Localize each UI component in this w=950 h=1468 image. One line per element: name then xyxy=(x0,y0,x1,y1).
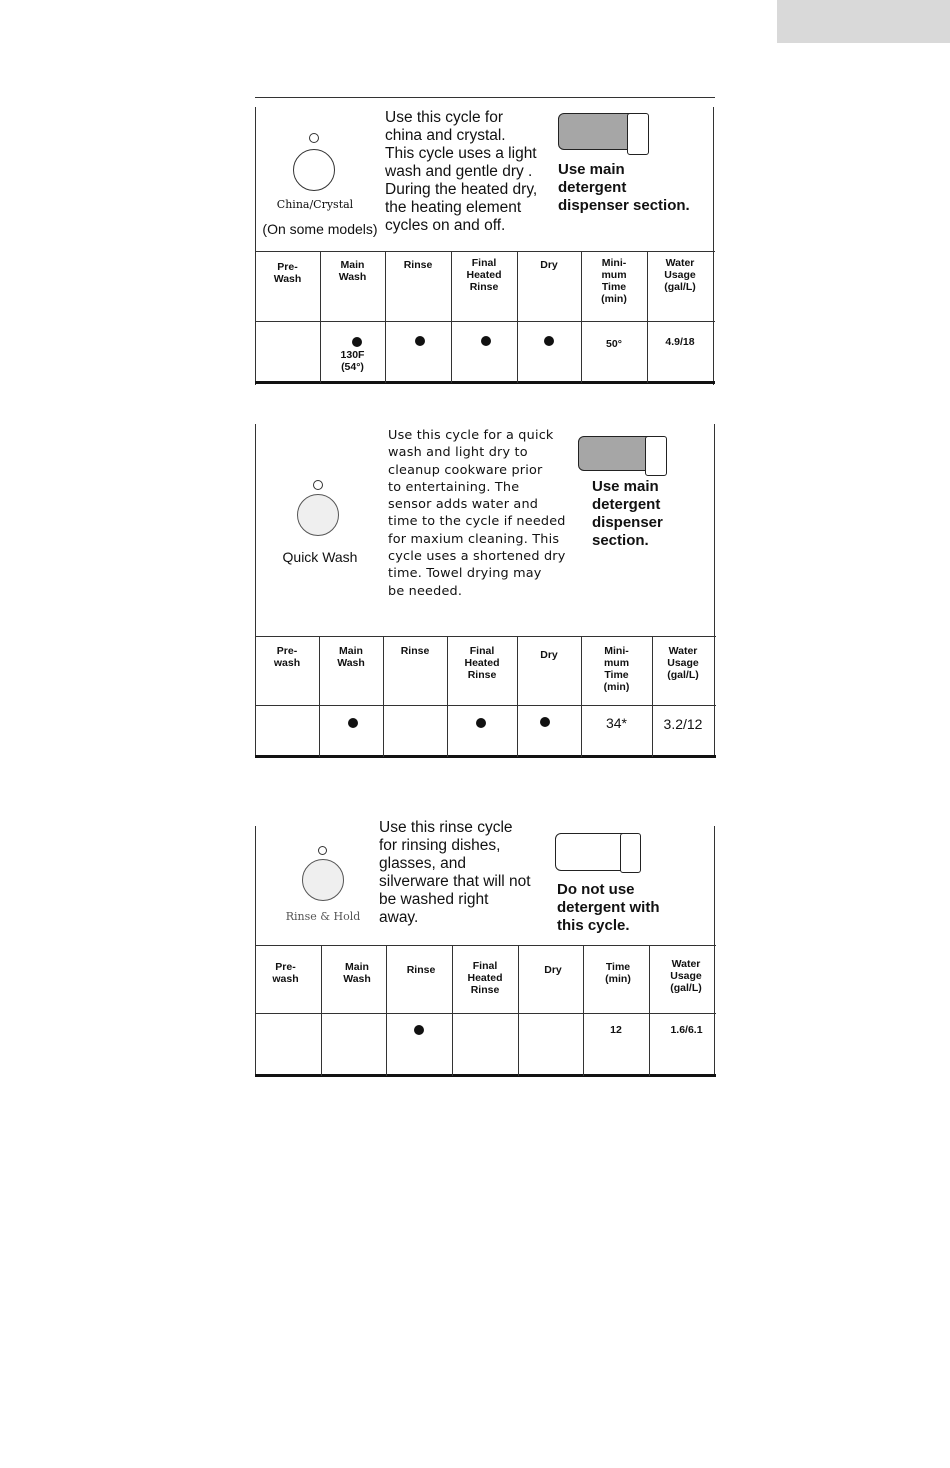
min-time-value: 34* xyxy=(605,715,628,731)
header-prewash: Pre- Wash xyxy=(273,261,302,285)
indicator-light-icon xyxy=(309,133,319,143)
detergent-note: Use main detergent dispenser section. xyxy=(558,161,690,214)
time-value: 12 xyxy=(610,1024,622,1036)
header-minimum-time: Mini- mum Time (min) xyxy=(601,257,627,305)
quick-wash-knob-icon xyxy=(297,494,339,536)
header-final-heated-rinse: Final Heated Rinse xyxy=(466,257,502,293)
rinse-dot xyxy=(414,1025,424,1035)
min-time-value: 50° xyxy=(606,338,622,350)
header-main-wash: Main Wash xyxy=(338,259,367,283)
knob-label: China/Crystal xyxy=(276,198,354,211)
page-corner-tab xyxy=(777,0,950,43)
dry-dot xyxy=(544,336,554,346)
water-usage-value: 4.9/18 xyxy=(665,336,695,348)
indicator-light-icon xyxy=(318,846,327,855)
header-final-heated-rinse: Final Heated Rinse xyxy=(467,960,503,996)
model-note: (On some models) xyxy=(262,221,378,237)
water-usage-value: 3.2/12 xyxy=(663,716,703,732)
header-rinse: Rinse xyxy=(403,259,433,271)
header-minimum-time: Mini- mum Time (min) xyxy=(603,645,630,693)
knob-label: Quick Wash xyxy=(282,549,358,565)
header-water-usage: Water Usage (gal/L) xyxy=(664,257,696,293)
header-main-wash: Main Wash xyxy=(337,645,365,669)
rinse-hold-knob-icon xyxy=(302,859,344,901)
main-wash-dot xyxy=(352,337,362,347)
knob-label: Rinse & Hold xyxy=(285,910,361,923)
header-main-wash: Main Wash xyxy=(343,961,371,985)
dry-dot xyxy=(540,717,550,727)
header-water-usage: Water Usage (gal/L) xyxy=(667,645,699,681)
indicator-light-icon xyxy=(313,480,323,490)
header-dry: Dry xyxy=(540,259,558,271)
header-water-usage: Water Usage (gal/L) xyxy=(670,958,702,994)
header-rinse: Rinse xyxy=(406,964,436,976)
header-prewash: Pre- wash xyxy=(272,961,299,985)
cycle-description: Use this cycle for china and crystal. This cycle uses a light wash and gentle dry . During the heated dry, the heating element cycles on and off. xyxy=(385,109,538,234)
china-crystal-knob-icon xyxy=(293,149,335,191)
cycle-description: Use this cycle for a quick wash and light dry to cleanup cookware prior to entertaining. The sensor adds water and time to the cycle if needed for maxium cleaning. This cycle uses a shortened dry time. Towel drying may be needed. xyxy=(388,428,566,599)
main-wash-dot xyxy=(348,718,358,728)
main-wash-temp: 130F (54°) xyxy=(340,349,365,373)
header-time: Time (min) xyxy=(605,961,631,985)
china-crystal-panel xyxy=(255,97,715,387)
header-prewash: Pre- wash xyxy=(273,645,301,669)
detergent-note: Use main detergent dispenser section. xyxy=(592,478,663,549)
water-usage-value: 1.6/6.1 xyxy=(670,1024,703,1036)
detergent-note: Do not use detergent with this cycle. xyxy=(557,881,660,934)
cycle-description: Use this rinse cycle for rinsing dishes, glasses, and silverware that will not be washed right away. xyxy=(379,819,531,926)
header-dry: Dry xyxy=(540,649,558,661)
final-rinse-dot xyxy=(481,336,491,346)
header-final-heated-rinse: Final Heated Rinse xyxy=(464,645,500,681)
rinse-dot xyxy=(415,336,425,346)
rinse-hold-panel xyxy=(255,819,716,1079)
header-dry: Dry xyxy=(544,964,562,976)
final-rinse-dot xyxy=(476,718,486,728)
quick-wash-panel xyxy=(255,424,716,760)
header-rinse: Rinse xyxy=(400,645,430,657)
